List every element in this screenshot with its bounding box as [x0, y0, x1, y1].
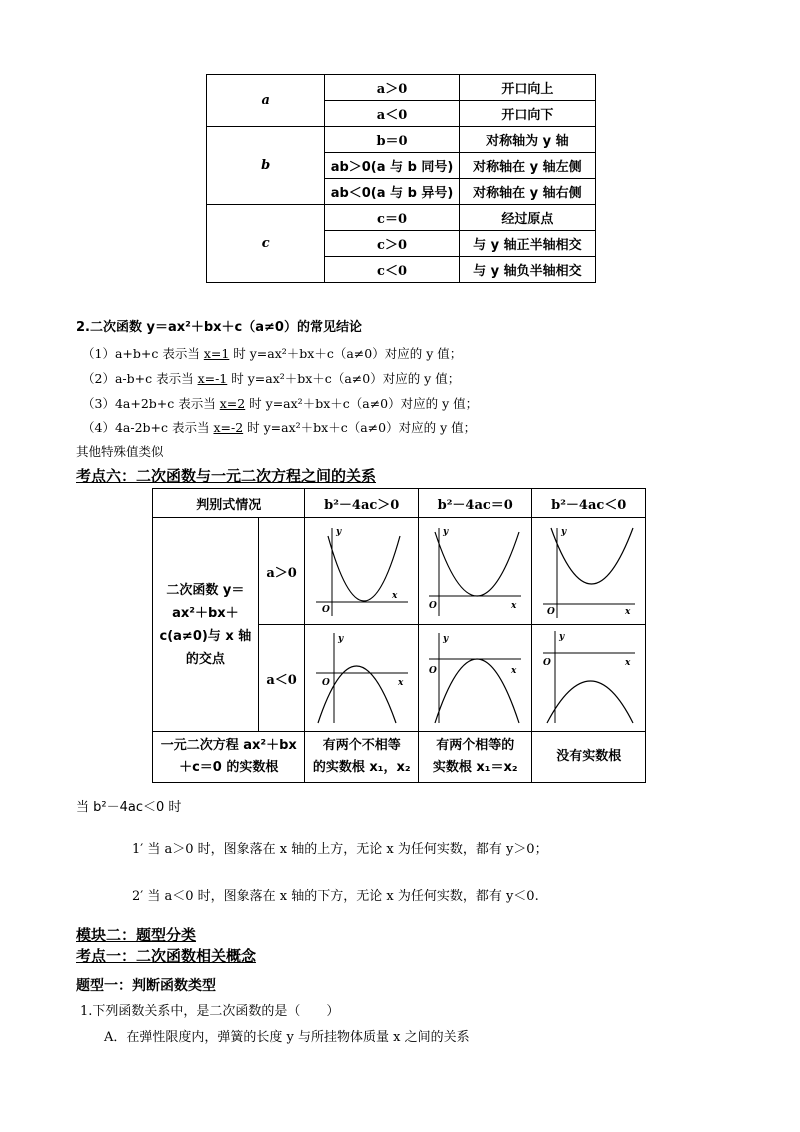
line-text: （3）4a+2b+c 表示当	[82, 396, 220, 411]
coefficient-table	[206, 74, 596, 283]
conclusion-line-4	[82, 418, 476, 436]
y-label: y	[558, 632, 564, 642]
label-line: ax²＋bx＋	[172, 605, 239, 621]
parabola-curve	[328, 536, 400, 601]
label-line: c(a≠0)与 x 轴	[159, 628, 252, 644]
result-cell: 开口向上	[459, 75, 595, 101]
graph-cell	[418, 625, 532, 732]
x-label: x	[624, 658, 631, 668]
module-2-heading: 模块二：题型分类	[76, 926, 197, 944]
question-1: 1.下列函数关系中，是二次函数的是（ ）	[80, 1004, 340, 1019]
roots-cell	[532, 732, 646, 783]
underlined-x: x=-1	[197, 371, 228, 386]
roots-cell	[418, 732, 532, 783]
graph-cell	[532, 518, 646, 625]
graph-cell	[532, 625, 646, 732]
coef-label-c: c	[207, 205, 325, 283]
option-a: A．在弹性限度内，弹簧的长度 y 与所挂物体质量 x 之间的关系	[104, 1030, 470, 1045]
x-label: x	[511, 601, 517, 611]
header-cell: b²－4ac＜0	[532, 489, 646, 518]
cond-cell: a＜0	[325, 101, 459, 127]
graph-cell	[305, 518, 419, 625]
label-line: 二次函数 y＝	[166, 582, 245, 598]
parabola-graph	[312, 522, 412, 620]
result-cell: 对称轴为 y 轴	[459, 127, 595, 153]
parabola-graph	[312, 629, 412, 727]
underlined-x: x=1	[203, 346, 230, 361]
cond-cell: c＞0	[325, 231, 459, 257]
cond-cell: c＜0	[325, 257, 459, 283]
roots-cell	[305, 732, 419, 783]
graph-cell	[305, 625, 419, 732]
parabola-graph	[539, 522, 639, 620]
y-label: y	[443, 527, 449, 537]
origin-label: O	[429, 601, 438, 611]
header-cell: 判别式情况	[153, 489, 305, 518]
discriminant-table	[152, 488, 646, 783]
origin-label: O	[429, 666, 438, 676]
y-label: y	[337, 634, 343, 644]
line-text: （4）4a-2b+c 表示当	[82, 420, 214, 435]
result-cell: 与 y 轴正半轴相交	[459, 231, 595, 257]
conclusion-line-2	[82, 369, 460, 387]
label-line: ＋c＝0 的实数根	[179, 760, 279, 775]
y-label: y	[560, 527, 566, 537]
x-label: x	[511, 666, 517, 676]
result-cell: 对称轴在 y 轴右侧	[459, 179, 595, 205]
x-label: x	[624, 607, 631, 617]
line-text: 时 y=ax²＋bx＋c（a≠0）对应的 y 值；	[229, 346, 463, 361]
origin-label: O	[542, 658, 551, 668]
cond-cell: c＝0	[325, 205, 459, 231]
tixing-1-heading: 题型一：判断函数类型	[76, 978, 216, 994]
parabola-curve	[547, 681, 633, 723]
result-cell: 与 y 轴负半轴相交	[459, 257, 595, 283]
line-text: 时 y=ax²＋bx＋c（a≠0）对应的 y 值；	[245, 396, 479, 411]
special-values-note: 其他特殊值类似	[76, 444, 164, 459]
parabola-graph	[539, 629, 639, 727]
origin-label: O	[321, 605, 330, 615]
delta-negative-case-2: 2′ 当 a＜0 时，图象落在 x 轴的下方，无论 x 为任何实数，都有 y＜0.	[132, 889, 539, 904]
result-cell: 经过原点	[459, 205, 595, 231]
parabola-curve	[435, 532, 519, 596]
graph-cell	[418, 518, 532, 625]
cond-cell: ab＜0(a 与 b 异号)	[325, 179, 459, 205]
parabola-graph	[425, 522, 525, 620]
line-text: 时 y=ax²＋bx＋c（a≠0）对应的 y 值；	[227, 371, 461, 386]
roots-line: 的实数根 x₁，x₂	[312, 760, 411, 775]
parabola-graph	[425, 629, 525, 727]
a-positive-label: a＞0	[258, 518, 305, 625]
a-negative-label: a＜0	[258, 625, 305, 732]
cond-cell: ab＞0(a 与 b 同号)	[325, 153, 459, 179]
parabola-curve	[318, 666, 396, 723]
kaodian-6-heading: 考点六：二次函数与一元二次方程之间的关系	[76, 467, 377, 485]
underlined-x: x=-2	[213, 420, 244, 435]
header-cell: b²－4ac＝0	[418, 489, 532, 518]
section-2-heading: 2.二次函数 y＝ax²＋bx＋c（a≠0）的常见结论	[76, 320, 362, 335]
header-cell: b²－4ac＞0	[305, 489, 419, 518]
delta-negative-intro: 当 b²－4ac＜0 时	[76, 800, 182, 815]
origin-label: O	[546, 607, 555, 617]
cond-cell: a＞0	[325, 75, 459, 101]
line-text: 时 y=ax²＋bx＋c（a≠0）对应的 y 值；	[243, 420, 477, 435]
equation-roots-label	[153, 732, 305, 783]
coef-label-a: a	[207, 75, 325, 127]
cond-cell: b＝0	[325, 127, 459, 153]
line-text: （2）a-b+c 表示当	[82, 371, 198, 386]
conclusion-line-3	[82, 394, 478, 412]
roots-line: 有两个不相等	[322, 738, 401, 753]
y-label: y	[335, 527, 341, 537]
origin-label: O	[321, 678, 330, 688]
x-label: x	[397, 678, 404, 688]
kaodian-1-heading: 考点一：二次函数相关概念	[76, 947, 257, 965]
parabola-curve	[435, 659, 519, 723]
result-cell: 开口向下	[459, 101, 595, 127]
label-line: 的交点	[185, 651, 225, 667]
roots-line: 有两个相等的	[436, 738, 515, 753]
roots-line: 没有实数根	[556, 749, 622, 764]
conclusion-line-1	[82, 344, 462, 362]
delta-negative-case-1: 1′ 当 a＞0 时，图象落在 x 轴的上方，无论 x 为任何实数，都有 y＞0；	[132, 842, 548, 857]
x-label: x	[391, 591, 398, 601]
row-label-intersection	[153, 518, 259, 732]
line-text: （1）a+b+c 表示当	[82, 346, 204, 361]
roots-line: 实数根 x₁＝x₂	[432, 760, 518, 775]
result-cell: 对称轴在 y 轴左侧	[459, 153, 595, 179]
y-label: y	[443, 634, 449, 644]
underlined-x: x=2	[219, 396, 246, 411]
coef-label-b: b	[207, 127, 325, 205]
label-line: 一元二次方程 ax²＋bx	[160, 738, 297, 753]
